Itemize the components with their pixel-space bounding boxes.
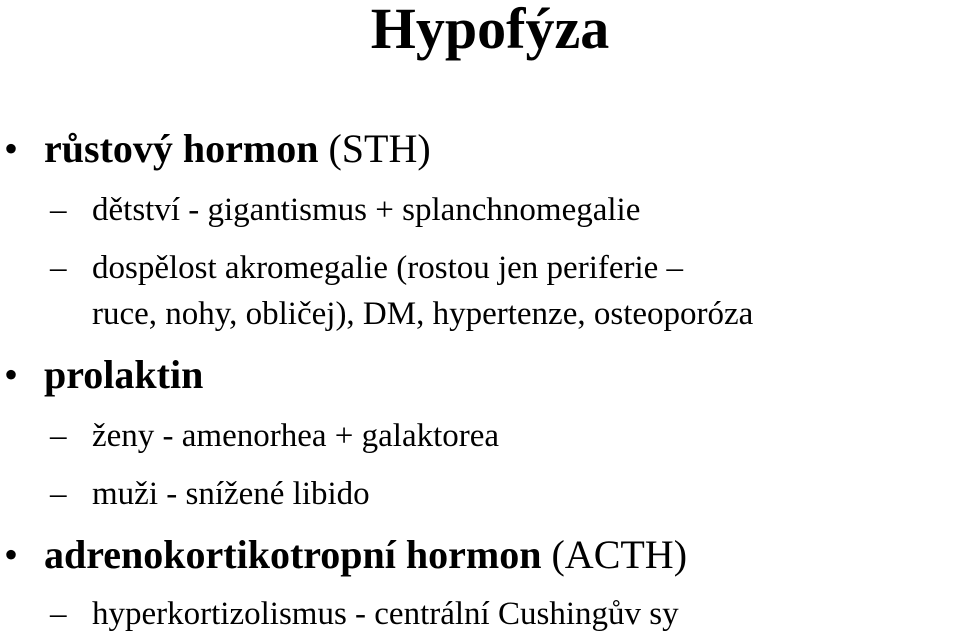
bullet-icon: •: [4, 352, 19, 397]
sub-item-text: ženy - amenorhea + galaktorea: [92, 418, 500, 454]
dash-icon: –: [50, 418, 67, 454]
bullet-icon: •: [4, 532, 19, 577]
dash-icon: –: [50, 192, 67, 228]
bullet-heading-bold: prolaktin: [44, 352, 204, 397]
slide-title: Hypofýza: [370, 0, 610, 61]
sub-item-text: ruce, nohy, obličej), DM, hypertenze, osteoporóza: [92, 296, 754, 332]
sub-item-text: dětství - gigantismus + splanchnomegalie: [92, 192, 641, 228]
bullet-heading-bold: růstový hormon: [44, 126, 319, 171]
dash-icon: –: [50, 250, 67, 286]
bullet-heading-bold: adrenokortikotropní hormon: [44, 532, 542, 577]
sub-item-text: dospělost akromegalie (rostou jen periferie –: [92, 250, 684, 286]
bullet-icon: •: [4, 126, 19, 171]
bullet-heading-rest: (STH): [318, 126, 431, 171]
sub-item-text: muži - snížené libido: [92, 476, 370, 512]
dash-icon: –: [50, 476, 67, 512]
sub-item-text: hyperkortizolismus - centrální Cushingův sy: [92, 596, 679, 632]
bullet-heading-rest: (ACTH): [541, 532, 688, 577]
dash-icon: –: [50, 596, 67, 632]
